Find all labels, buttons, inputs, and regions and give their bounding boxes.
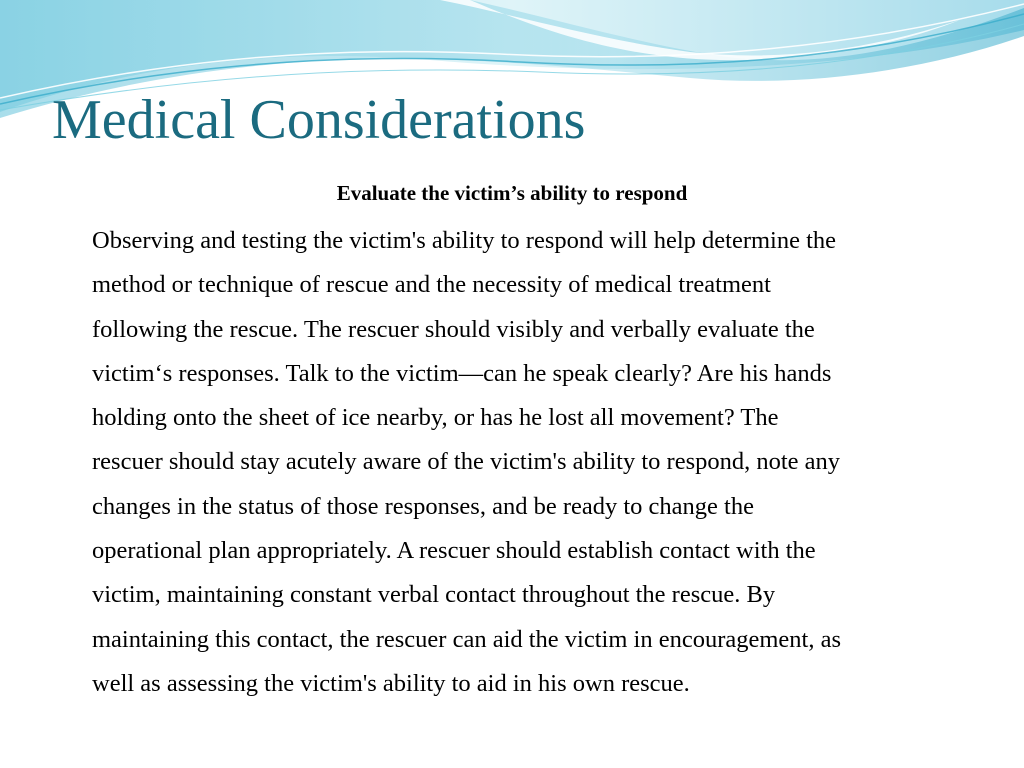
body-line: following the rescue. The rescuer should visibly and verbally evaluate the — [92, 315, 815, 343]
body-line: maintaining this contact, the rescuer can aid the victim in encouragement, as — [92, 625, 842, 653]
body-line: operational plan appropriately. A rescuer should establish contact with the — [92, 537, 816, 565]
body-line: rescuer should stay acutely aware of the victim's ability to respond, note any — [92, 448, 841, 476]
body-line: holding onto the sheet of ice nearby, or has he lost all movement? The — [92, 404, 779, 432]
body-line: victim, maintaining constant verbal contact throughout the rescue. By — [92, 581, 776, 609]
slide-body-text — [92, 219, 972, 706]
slide-title: Medical Considerations — [52, 89, 586, 151]
body-line: Observing and testing the victim's ability to respond will help determine the — [92, 227, 837, 254]
body-line: well as assessing the victim's ability to aid in his own rescue. — [92, 669, 690, 697]
slide-subtitle: Evaluate the victim’s ability to respond — [336, 181, 688, 205]
body-line: changes in the status of those responses, and be ready to change the — [92, 492, 754, 520]
body-line: victim‘s responses. Talk to the victim—can he speak clearly? Are his hands — [92, 359, 832, 387]
body-line: method or technique of rescue and the necessity of medical treatment — [92, 271, 771, 299]
